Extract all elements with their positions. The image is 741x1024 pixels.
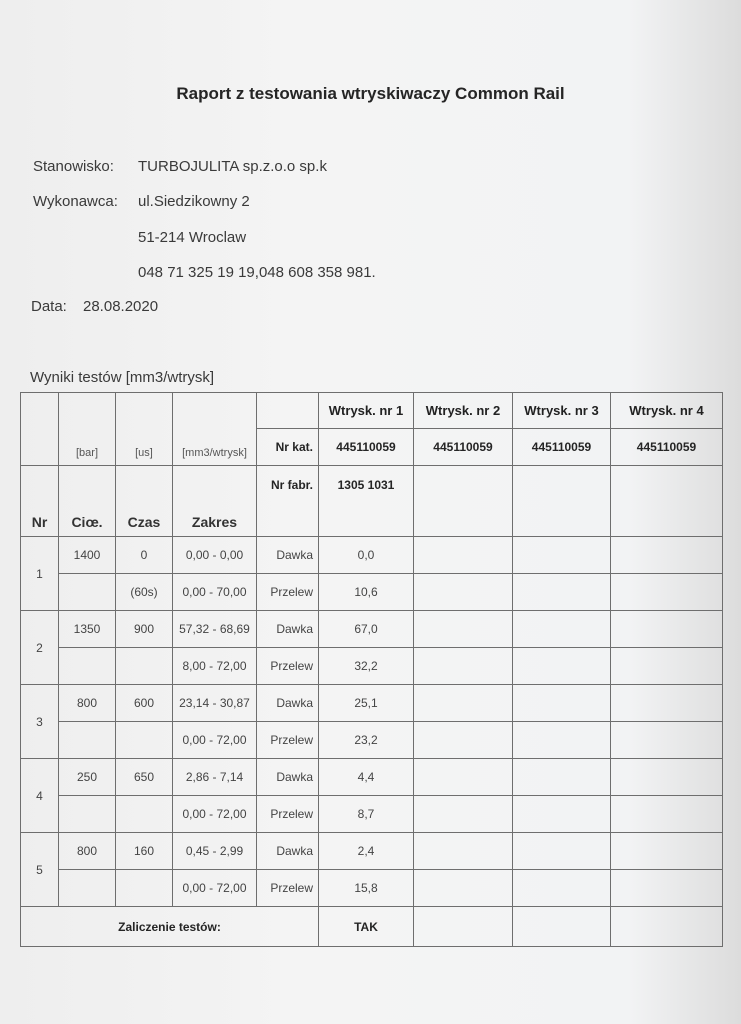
- test-range-2: 8,00 - 72,00: [173, 648, 257, 685]
- stanowisko-line: [33, 158, 327, 175]
- test-time-2: (60s): [116, 574, 173, 611]
- test-time-2: [116, 648, 173, 685]
- test-range-2: 0,00 - 72,00: [173, 722, 257, 759]
- col-nr-header: Nr: [21, 466, 59, 537]
- test-time: 0: [116, 537, 173, 574]
- test-pressure: 1350: [59, 611, 116, 648]
- test-time-2: [116, 870, 173, 907]
- injector-1-value: 67,0: [319, 611, 414, 648]
- nr-kat-3: 445110059: [513, 429, 611, 466]
- test-row-przelew: [21, 870, 723, 907]
- test-nr: 5: [21, 833, 59, 907]
- test-range-2: 0,00 - 72,00: [173, 870, 257, 907]
- test-range: 0,45 - 2,99: [173, 833, 257, 870]
- nr-fabr-label: Nr fabr.: [257, 466, 319, 537]
- test-row-przelew: [21, 722, 723, 759]
- test-type: Dawka: [257, 685, 319, 722]
- unit-bar: [bar]: [59, 393, 116, 466]
- injector-1-value-2: 32,2: [319, 648, 414, 685]
- test-nr: 4: [21, 759, 59, 833]
- wykonawca-label: Wykonawca:: [33, 193, 118, 210]
- test-pressure: 250: [59, 759, 116, 796]
- address-street: ul.Siedzikowny 2: [138, 193, 250, 210]
- test-type-2: Przelew: [257, 796, 319, 833]
- test-range-2: 0,00 - 70,00: [173, 574, 257, 611]
- col-pressure-header: Ciœ.: [59, 466, 116, 537]
- test-row-dawka: [21, 611, 723, 648]
- test-nr: 2: [21, 611, 59, 685]
- nr-fabr-2: [414, 466, 513, 537]
- test-row-dawka: [21, 833, 723, 870]
- test-time-2: [116, 796, 173, 833]
- test-type-2: Przelew: [257, 574, 319, 611]
- test-type-2: Przelew: [257, 870, 319, 907]
- nr-kat-2: 445110059: [414, 429, 513, 466]
- injector-3-header: Wtrysk. nr 3: [513, 393, 611, 429]
- phones: 048 71 325 19 19,048 608 358 981.: [138, 264, 376, 281]
- test-pressure: 1400: [59, 537, 116, 574]
- test-type: Dawka: [257, 537, 319, 574]
- date-value: 28.08.2020: [83, 298, 159, 315]
- unit-us: [us]: [116, 393, 173, 466]
- test-range: 2,86 - 7,14: [173, 759, 257, 796]
- injector-1-value: 0,0: [319, 537, 414, 574]
- test-range: 23,14 - 30,87: [173, 685, 257, 722]
- test-type-2: Przelew: [257, 648, 319, 685]
- test-nr: 1: [21, 537, 59, 611]
- nr-fabr-3: [513, 466, 611, 537]
- nr-fabr-1: 1305 1031: [319, 466, 414, 537]
- test-row-przelew: [21, 796, 723, 833]
- injector-1-value-2: 15,8: [319, 870, 414, 907]
- address-city: 51-214 Wroclaw: [138, 229, 247, 246]
- test-pressure: 800: [59, 685, 116, 722]
- injector-4-header: Wtrysk. nr 4: [611, 393, 723, 429]
- test-pressure: 800: [59, 833, 116, 870]
- test-range: 57,32 - 68,69: [173, 611, 257, 648]
- test-time: 600: [116, 685, 173, 722]
- stanowisko-label: Stanowisko:: [33, 158, 114, 175]
- col-range-header: Zakres: [173, 466, 257, 537]
- zaliczenie-label: Zaliczenie testów:: [21, 907, 319, 947]
- test-row-przelew: [21, 648, 723, 685]
- nr-kat-label: Nr kat.: [257, 429, 319, 466]
- test-range: 0,00 - 0,00: [173, 537, 257, 574]
- test-time: 160: [116, 833, 173, 870]
- test-type: Dawka: [257, 611, 319, 648]
- test-row-przelew: [21, 574, 723, 611]
- test-time: 650: [116, 759, 173, 796]
- injector-2-header: Wtrysk. nr 2: [414, 393, 513, 429]
- injector-1-value: 25,1: [319, 685, 414, 722]
- unit-mm3: [mm3/wtrysk]: [173, 393, 257, 466]
- injector-1-value: 4,4: [319, 759, 414, 796]
- nr-kat-1: 445110059: [319, 429, 414, 466]
- test-row-dawka: [21, 537, 723, 574]
- wykonawca-line: [33, 193, 250, 210]
- zaliczenie-value: TAK: [319, 907, 414, 947]
- injector-1-value-2: 8,7: [319, 796, 414, 833]
- date-label: Data:: [31, 298, 67, 315]
- report-title: Raport z testowania wtryskiwaczy Common Rail: [176, 84, 565, 103]
- col-time-header: Czas: [116, 466, 173, 537]
- test-type: Dawka: [257, 759, 319, 796]
- injector-1-value-2: 10,6: [319, 574, 414, 611]
- date-line: [31, 298, 158, 315]
- table-caption: Wyniki testów [mm3/wtrysk]: [30, 369, 215, 386]
- test-nr: 3: [21, 685, 59, 759]
- injector-1-value-2: 23,2: [319, 722, 414, 759]
- test-type: Dawka: [257, 833, 319, 870]
- test-row-dawka: [21, 759, 723, 796]
- injector-1-header: Wtrysk. nr 1: [319, 393, 414, 429]
- test-type-2: Przelew: [257, 722, 319, 759]
- results-table: [20, 392, 723, 947]
- injector-1-value: 2,4: [319, 833, 414, 870]
- nr-kat-4: 445110059: [611, 429, 723, 466]
- nr-fabr-4: [611, 466, 723, 537]
- test-row-dawka: [21, 685, 723, 722]
- test-time-2: [116, 722, 173, 759]
- stanowisko-value: TURBOJULITA sp.z.o.o sp.k: [138, 158, 327, 175]
- test-range-2: 0,00 - 72,00: [173, 796, 257, 833]
- test-time: 900: [116, 611, 173, 648]
